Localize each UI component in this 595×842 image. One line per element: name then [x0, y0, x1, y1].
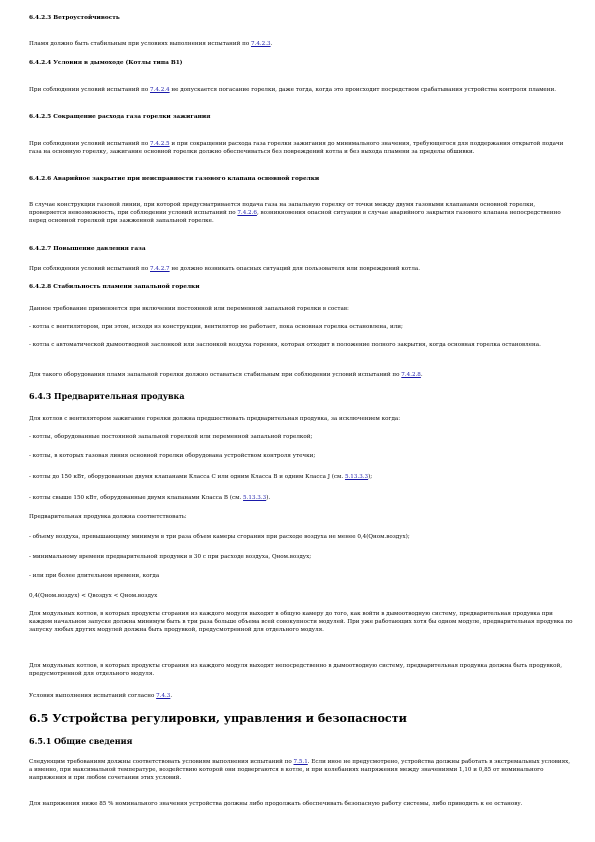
paragraph: [29, 371, 574, 379]
section-heading: 6.5 Устройства регулировки, управления и безопасности: [29, 711, 407, 725]
paragraph: [29, 265, 574, 273]
paragraph: [29, 452, 574, 460]
section-heading: 6.4.2.4 Условия в дымоходе (Котлы типа B1): [29, 60, 183, 66]
paragraph: [29, 494, 574, 502]
paragraph-text: При соблюдении условий испытаний по: [29, 87, 151, 93]
paragraph-text: Для модульных котлов, в которых продукты сгорания из каждого модуля выходят непосредственно в дымоотводную систему, предварительная продувка должна быть продувкой, предусмотренной для отдельного модуля.: [29, 663, 562, 677]
paragraph-text: .: [420, 372, 423, 378]
paragraph: [29, 610, 574, 634]
section-link[interactable]: 5.13.3.3: [344, 474, 369, 480]
paragraph: [29, 758, 574, 782]
paragraph-text: 0,4(Qном.воздух) < Qвоздух < Qном.воздух: [29, 593, 158, 599]
paragraph-text: .: [170, 693, 173, 699]
paragraph: [29, 473, 574, 481]
section-heading: 6.4.2.7 Повышение давления газа: [29, 246, 146, 252]
section-link[interactable]: 7.4.2.8: [401, 372, 421, 378]
section-link[interactable]: 7.5.1: [293, 759, 308, 765]
paragraph-text: , возникновения опасной ситуации в случае аварийного закрытия газового клапана непосредственно перед основной горелкой при зажженной запальной горелке.: [29, 210, 561, 224]
paragraph: [29, 201, 574, 225]
paragraph-text: );: [368, 474, 373, 480]
section-heading: 6.4.2.8 Стабильность пламени запальной горелки: [29, 284, 200, 290]
paragraph-text: - котла с автоматической дымоотводной заслонкой или заслонкой воздуха горения, которая отходит в положение полного закрытия, когда основная горелка остановлена.: [29, 342, 541, 348]
paragraph-text: - котлы свыше 150 кВт, оборудованные двумя клапанами Класса B (см.: [29, 495, 244, 501]
paragraph: [29, 415, 574, 423]
paragraph-text: не должно возникать опасных ситуаций для пользователя или повреждений котла.: [169, 266, 421, 272]
section-heading: 6.5.1 Общие сведения: [29, 736, 133, 746]
section-link[interactable]: 7.4.2.6: [237, 210, 257, 216]
paragraph-text: Для такого оборудования пламя запальной горелки должно оставаться стабильным при соблюдении условий испытаний по: [29, 372, 402, 378]
paragraph: [29, 553, 574, 561]
paragraph: [29, 572, 574, 580]
section-link[interactable]: 7.4.2.3: [250, 41, 271, 47]
section-link[interactable]: 7.4.2.7: [150, 266, 170, 272]
paragraph-text: Следующим требованиям должны соответствовать условиям выполнения испытаний по: [29, 759, 294, 765]
paragraph: [29, 662, 574, 678]
paragraph: [29, 533, 574, 541]
paragraph: [29, 140, 574, 156]
section-link[interactable]: 7.4.3: [156, 693, 171, 699]
section-heading: 6.4.2.3 Ветроустойчивость: [29, 15, 120, 21]
paragraph-text: Пламя должно быть стабильным при условиях выполнения испытаний по: [29, 41, 251, 47]
section-link[interactable]: 7.4.2.4: [150, 87, 170, 93]
paragraph: [29, 40, 574, 48]
paragraph-text: не допускается погасание горелки, даже тогда, когда это происходит посредством срабатывания устройства контроля пламени.: [169, 87, 556, 93]
paragraph-text: При соблюдении условий испытаний по: [29, 266, 151, 272]
paragraph: [29, 692, 574, 700]
paragraph: [29, 592, 574, 600]
paragraph-text: ).: [266, 495, 271, 501]
paragraph-text: Предварительная продувка должна соответствовать:: [29, 514, 187, 520]
paragraph-text: .: [270, 41, 273, 47]
paragraph-text: Данное требование применяется при включении постоянной или переменной запальной горелки в состав:: [29, 306, 349, 312]
paragraph: [29, 305, 574, 313]
section-heading: 6.4.3 Предварительная продувка: [29, 391, 185, 401]
paragraph-text: и при сокращении расхода газа горелки зажигания до минимального значения, требующегося для поддержания открытой подачи газа на основную горелку, зажигание основной горелки должно обеспечиваться без повреждений котла и без выхода пламени за пределы обшивки.: [29, 141, 564, 155]
paragraph: [29, 323, 574, 331]
paragraph-text: - объему воздуха, превышающему минимум в три раза объем камеры сгорания при расходе воздуха не менее 0,4(Qном.воздух);: [29, 534, 410, 540]
section-link[interactable]: 5.13.3.3: [243, 495, 267, 501]
paragraph-text: Для модульных котлов, в которых продукты сгорания из каждого модуля выходят в общую камеру до того, как войти в дымоотводную систему, предварительная продувка при каждом начальном запуске должна минимум быть в три раза больше объема всей совокупности модулей. При уже работающих хотя бы одном модуле, предварительная продувка по запуску любых других модулей должна быть продувкой, предусмотренной для отдельного модуля.: [29, 611, 573, 633]
paragraph-text: - котлы, в которых газовая линия основной горелки оборудована устройством контроля утечки;: [29, 453, 316, 459]
paragraph: [29, 433, 574, 441]
paragraph-text: Условия выполнения испытаний согласно: [29, 693, 157, 699]
paragraph-text: В случае конструкции газовой линии, при которой предусматривается подача газа на запальную горелку от точки между двумя газовыми клапанами основной горелки, проверяется невозможность, при соблюдении условий испытаний по: [29, 202, 536, 216]
section-heading: 6.4.2.6 Аварийное закрытие при неисправности газового клапана основной горелки: [29, 176, 320, 182]
section-link[interactable]: 7.4.2.5: [150, 141, 170, 147]
paragraph-text: - котлы до 150 кВт, оборудованные двумя клапанами Класса C или одним Класса B и одним Класса J (см.: [29, 474, 345, 480]
section-heading: 6.4.2.5 Сокращение расхода газа горелки зажигания: [29, 114, 211, 120]
paragraph-text: - котла с вентилятором, при этом, исходя из конструкции, вентилятор не работает, пока основная горелка остановлена, или;: [29, 324, 403, 330]
paragraph: [29, 800, 574, 808]
paragraph-text: - или при более длительном времени, когда: [29, 573, 160, 579]
paragraph-text: - минимальному времени предварительной продувки в 30 с при расходе воздуха, Qном.воздух;: [29, 554, 312, 560]
paragraph-text: . Если иное не предусмотрено, устройства должны работать в экстремальных условиях, а именно, при максимальной температуре, воздействию которой они подвергаются в котле, и при колебаниях напряжения между значениями 1,10 и 0,85 от номинального напряжения и при любом сочетании этих условий.: [29, 759, 571, 781]
paragraph-text: При соблюдении условий испытаний по: [29, 141, 151, 147]
paragraph-text: Для котлов с вентилятором зажигание горелки должна предшествовать предварительная продувка, за исключением когда:: [29, 416, 401, 422]
paragraph-text: Для напряжения ниже 85 % номинального значения устройства должны либо продолжать обеспечивать безопасную работу системы, либо приводить к ее останову.: [29, 801, 523, 807]
paragraph-text: - котлы, оборудованные постоянной запальной горелкой или переменной запальной горелкой;: [29, 434, 313, 440]
paragraph: [29, 513, 574, 521]
paragraph: [29, 86, 574, 94]
paragraph: [29, 341, 574, 349]
